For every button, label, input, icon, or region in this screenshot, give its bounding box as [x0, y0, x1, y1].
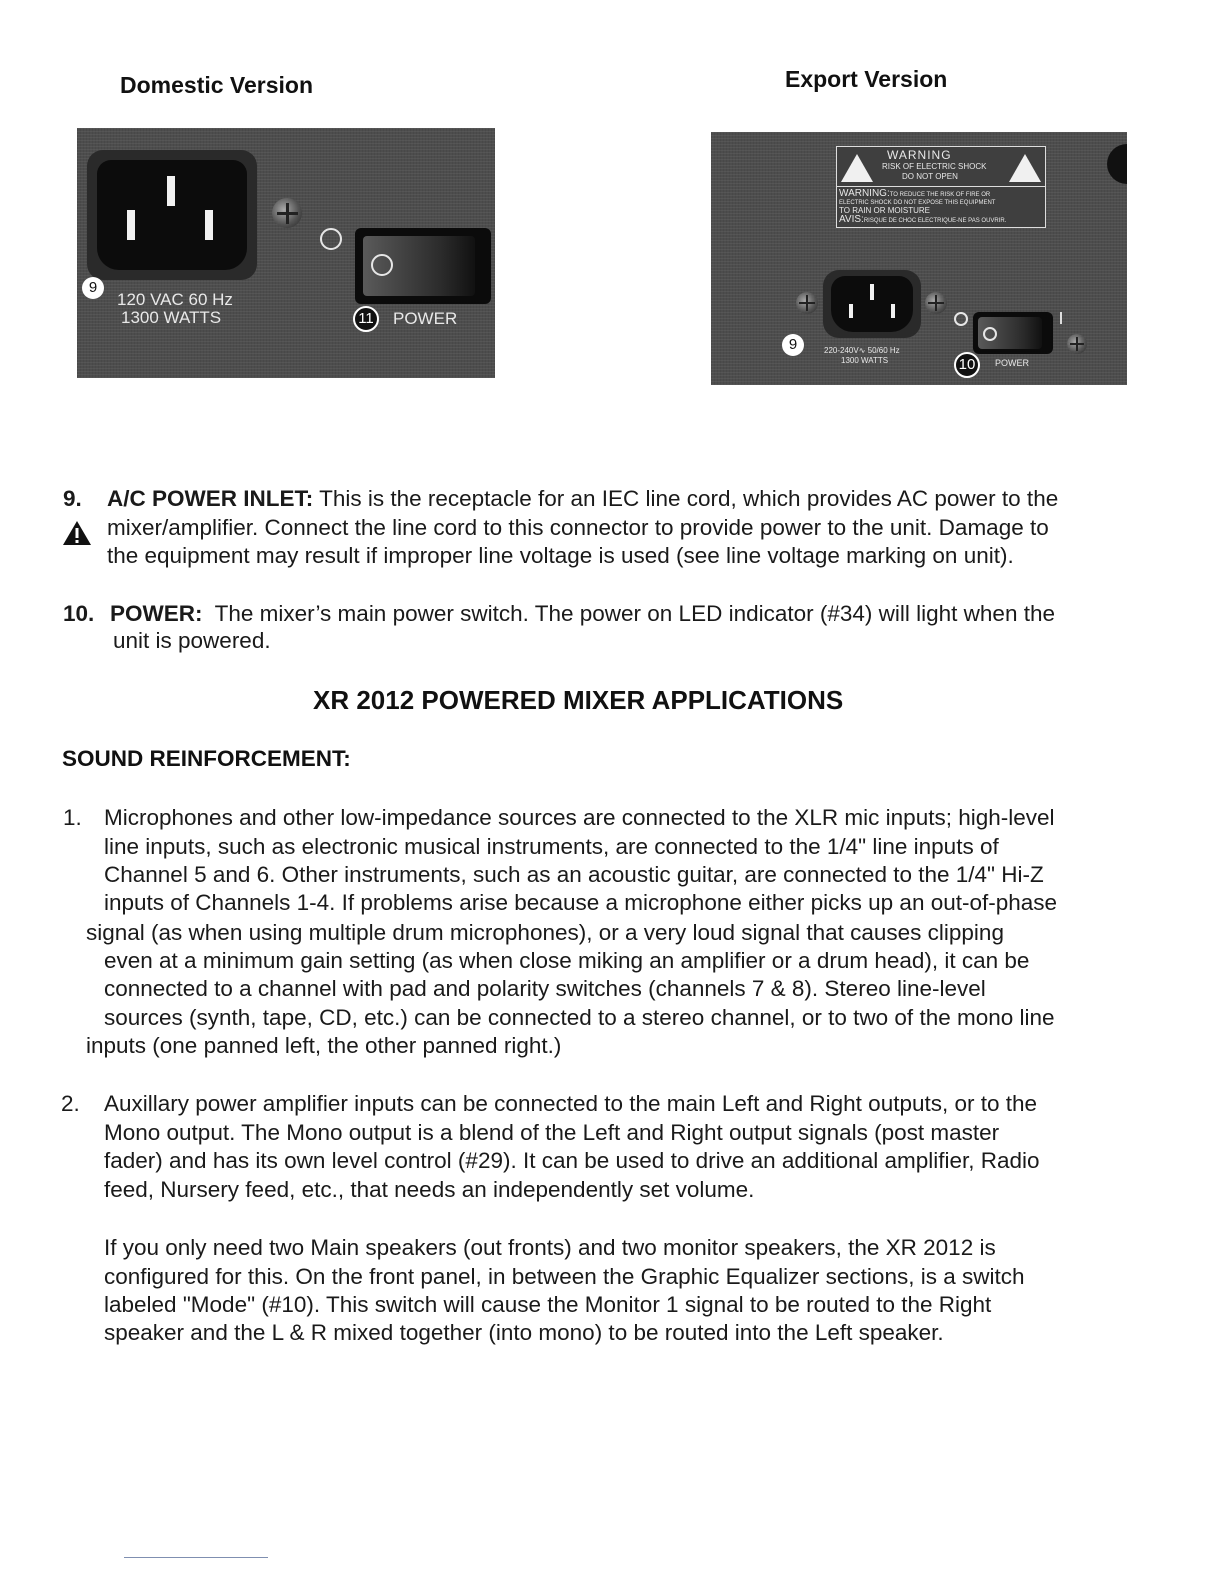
- callout-badge-10: 10: [954, 352, 980, 378]
- domestic-voltage-label: 120 VAC 60 Hz: [117, 290, 233, 309]
- list-2-line: feed, Nursery feed, etc., that needs an independently set volume.: [104, 1177, 755, 1202]
- warning-line-2: DO NOT OPEN: [902, 172, 958, 181]
- list-2-number: 2.: [61, 1091, 80, 1116]
- item-10-label: POWER:: [110, 601, 203, 626]
- item-10-text-1: The mixer’s main power switch. The power on LED indicator (#34) will light when the: [214, 601, 1055, 626]
- warning-body-3: TO RAIN OR MOISTURE: [839, 206, 930, 215]
- warning-title: WARNING: [887, 148, 952, 162]
- screw-icon: [796, 292, 818, 314]
- list-2-extra-line: configured for this. On the front panel, in between the Graphic Equalizer sections, is a switch: [104, 1264, 1025, 1289]
- list-1-line: connected to a channel with pad and polarity switches (channels 7 & 8). Stereo line-level: [104, 976, 986, 1001]
- item-9-text-1: This is the receptacle for an IEC line cord, which provides AC power to the: [319, 486, 1059, 511]
- item-9-line-1: [107, 486, 1058, 512]
- warning-body: [836, 186, 1046, 228]
- domestic-version-heading: Domestic Version: [120, 72, 314, 98]
- item-10-number: 10.: [63, 601, 95, 626]
- export-voltage-label: 220-240V∿ 50/60 Hz: [824, 346, 900, 355]
- list-1-line: sources (synth, tape, CD, etc.) can be connected to a stereo channel, or to two of the mono line: [104, 1005, 1055, 1030]
- screw-icon: [1067, 334, 1087, 354]
- list-1-number: 1.: [63, 805, 82, 830]
- avis-prefix: AVIS:: [839, 214, 864, 225]
- item-10-line-2: unit is powered.: [113, 628, 271, 653]
- list-1-line: inputs (one panned left, the other panned right.): [86, 1033, 562, 1058]
- iec-inlet-icon: [831, 276, 913, 332]
- panel-edge-knob: [1107, 144, 1127, 184]
- list-2-extra-line: labeled "Mode" (#10). This switch will cause the Monitor 1 signal to be routed to the Right: [104, 1292, 992, 1317]
- screw-icon: [272, 198, 302, 228]
- warning-label: [836, 146, 1046, 190]
- callout-badge-9: 9: [782, 334, 804, 356]
- warning-line-1: RISK OF ELECTRIC SHOCK: [882, 162, 987, 171]
- switch-on-mark: [1060, 312, 1062, 324]
- list-1-line: Microphones and other low-impedance sources are connected to the XLR mic inputs; high-level: [104, 805, 1055, 830]
- list-2-extra-line: If you only need two Main speakers (out fronts) and two monitor speakers, the XR 2012 is: [104, 1235, 996, 1260]
- item-9-line-3: the equipment may result if improper line voltage is used (see line voltage marking on unit).: [107, 543, 1014, 568]
- power-rocker-switch-icon: [973, 312, 1053, 354]
- list-1-line: signal (as when using multiple drum microphones), or a very loud signal that causes clipping: [86, 920, 1004, 945]
- list-2-line: Auxillary power amplifier inputs can be connected to the main Left and Right outputs, or to the: [104, 1091, 1038, 1116]
- callout-badge-9: 9: [82, 277, 104, 299]
- domestic-power-label: POWER: [393, 309, 458, 328]
- section-title: XR 2012 POWERED MIXER APPLICATIONS: [313, 685, 844, 715]
- led-ring-icon: [320, 228, 342, 250]
- list-2-line: Mono output. The Mono output is a blend of the Left and Right output signals (post master: [104, 1120, 1000, 1145]
- section-subtitle: SOUND REINFORCEMENT:: [62, 746, 351, 771]
- list-1-line: line inputs, such as electronic musical instruments, are connected to the 1/4" line inputs of: [104, 834, 999, 859]
- export-power-label: POWER: [995, 358, 1030, 368]
- domestic-watts-label: 1300 WATTS: [121, 308, 222, 327]
- list-1-line: Channel 5 and 6. Other instruments, such as an acoustic guitar, are connected to the 1/4" Hi-Z: [104, 862, 1044, 887]
- warning-body-1: TO REDUCE THE RISK OF FIRE OR: [889, 192, 991, 198]
- list-2-extra-line: speaker and the L & R mixed together (into mono) to be routed into the Left speaker.: [104, 1320, 944, 1345]
- iec-inlet-icon: [97, 160, 247, 270]
- export-watts-label: 1300 WATTS: [841, 356, 889, 365]
- list-1-line: even at a minimum gain setting (as when close miking an amplifier or a drum head), it can be: [104, 948, 1030, 973]
- shock-warning-icon: [841, 154, 873, 182]
- warning-body-2: ELECTRIC SHOCK DO NOT EXPOSE THIS EQUIPMENT: [839, 200, 996, 206]
- list-2-line: fader) and has its own level control (#29). It can be used to drive an additional amplifier, Radio: [104, 1148, 1040, 1173]
- export-version-heading: Export Version: [785, 66, 948, 92]
- screw-icon: [925, 292, 947, 314]
- led-ring-icon: [954, 312, 968, 326]
- warning-body-prefix: WARNING:: [839, 188, 890, 199]
- caution-triangle-icon: [62, 520, 92, 546]
- list-1-line: inputs of Channels 1-4. If problems arise because a microphone either picks up an out-of-phase: [104, 890, 1058, 915]
- footer-rule: [124, 1557, 268, 1558]
- domestic-panel-photo: [77, 128, 495, 378]
- item-10-line-1: [110, 601, 1055, 627]
- item-9-label: A/C POWER INLET:: [107, 486, 314, 511]
- item-9-line-2: mixer/amplifier. Connect the line cord to this connector to provide power to the unit. Damage to: [107, 515, 1049, 540]
- callout-badge-11: 11: [353, 306, 379, 332]
- power-rocker-switch-icon: [355, 228, 491, 304]
- item-9-number: 9.: [63, 486, 82, 511]
- avis-text: RISQUE DE CHOC ELECTRIQUE-NE PAS OUVRIR.: [863, 218, 1007, 224]
- exclamation-warning-icon: [1009, 154, 1041, 182]
- export-panel-photo: [711, 132, 1127, 385]
